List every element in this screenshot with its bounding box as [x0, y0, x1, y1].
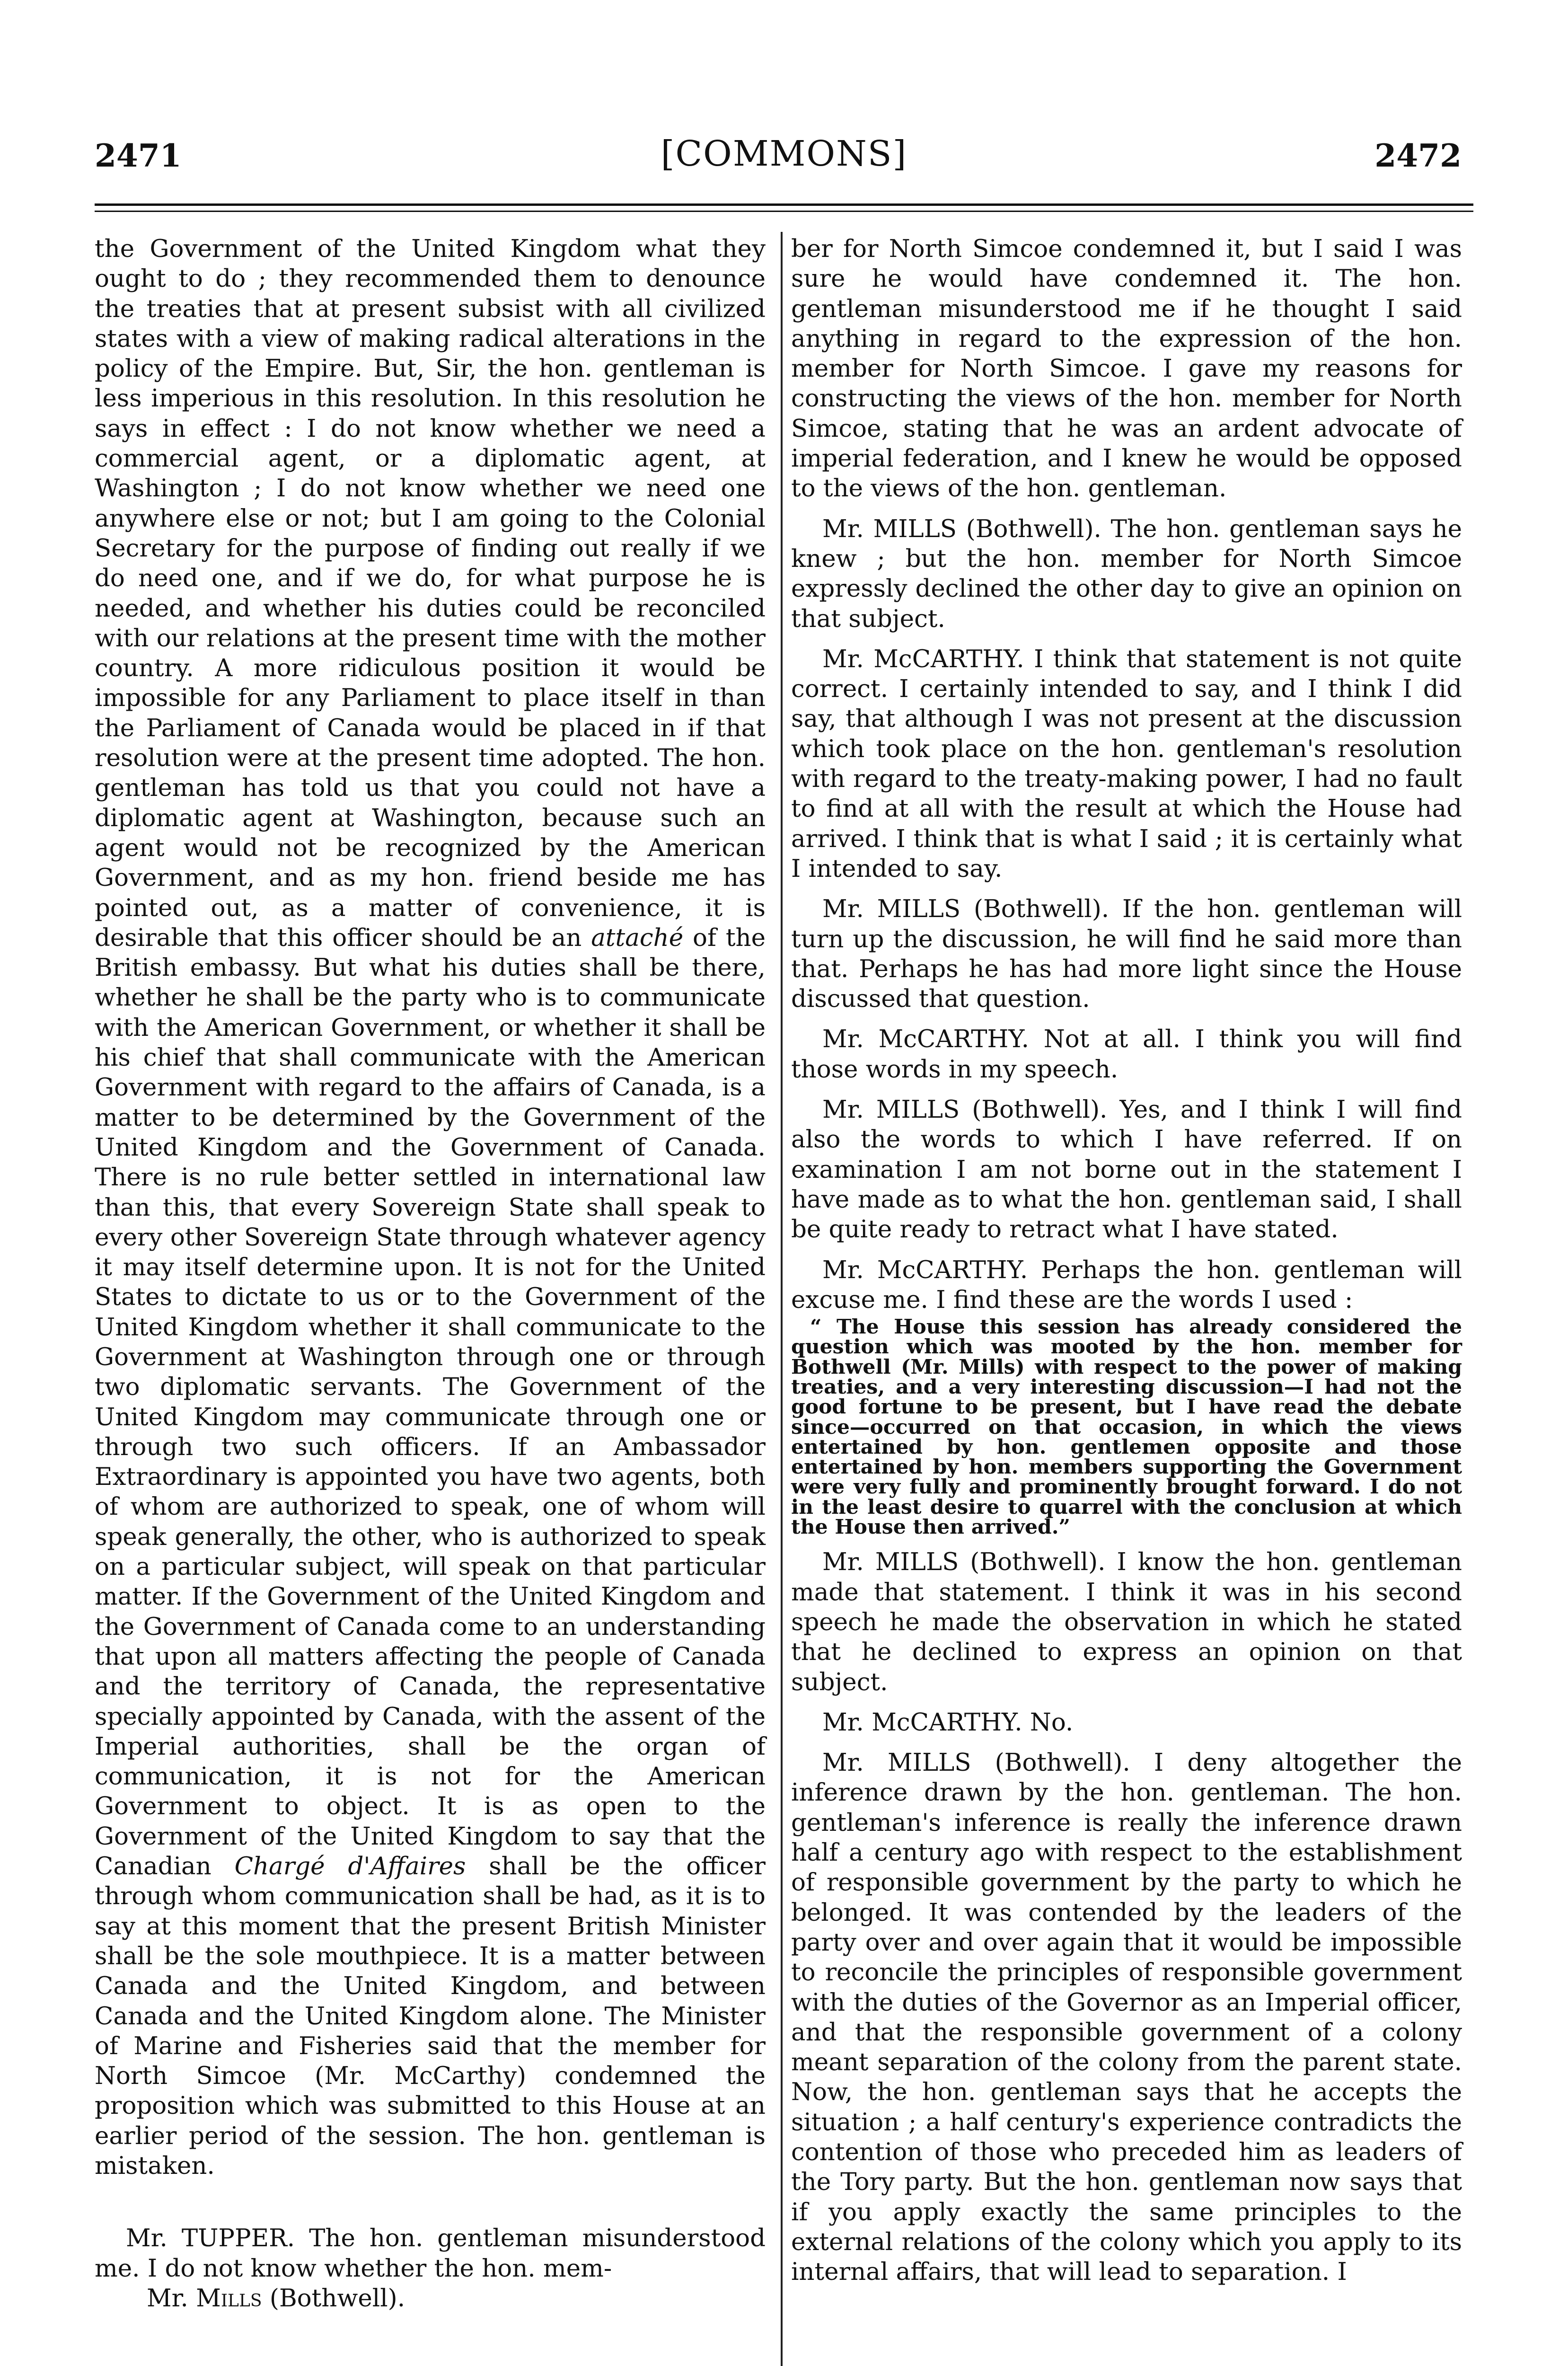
- left-column: [95, 234, 766, 2313]
- footer-speaker-name: [95, 2284, 766, 2313]
- italic-term: Chargé d'Affaires: [234, 1852, 466, 1881]
- header-rule-thin: [95, 211, 1473, 212]
- running-title: [COMMONS]: [661, 133, 907, 174]
- speech-mills: Mr. MILLS (Bothwell). If the hon. gentleman will turn up the discussion, he will find he said more than that. Perhaps he has had more light since the House discussed that question.: [791, 895, 1462, 1014]
- page-header: [0, 0, 1568, 203]
- speech-mills: Mr. MILLS (Bothwell). I know the hon. gentleman made that statement. I think it was in his second speech he made the observation in which he stated that he declined to express an opinion on that subject.: [791, 1548, 1462, 1696]
- paragraph-text: of the British embassy. But what his duties shall be there, whether he shall be the party who is to communicate with the American Government, or whether it shall be his chief that shall communicate with the American Government with regard to the affairs of Canada, is a matter to be determined by the Government of the United Kingdom and the Government of Canada. There is no rule better settled in international law than this, that every Sovereign State shall speak to every other Sovereign State through whatever agency it may itself determine upon. It is not for the United States to dictate to us or to the Government of the United Kingdom whether it shall communicate to the Government at Washington through one or through two diplomatic servants. The Government of the United Kingdom may communicate through one or through two such officers. If an Ambassador Extraordinary is appointed you have two agents, both of whom are authorized to speak, one of whom will speak generally, the other, who is authorized to speak on a particular subject, will speak on that particular matter. If the Government of the United Kingdom and the Government of Canada come to an understanding that upon all matters affecting the people of Canada and the territory of Canada, the representative specially appointed by Canada, with the assent of the Imperial authorities, shall be the organ of communication, it is not for the American Government to object. It is as open to the Government of the United Kingdom to say that the Canadian: [95, 923, 766, 1881]
- paragraph-text: shall be the officer through whom communication shall be had, as it is to say at this moment that the present British Minister shall be the sole mouthpiece. It is a matter between Canada and the United Kingdom, and between Canada and the United Kingdom alone. The Minister of Marine and Fisheries said that the member for North Simcoe (Mr. McCarthy) condemned the proposition which was submitted to this House at an earlier period of the session. The hon. gentleman is mistaken.: [95, 1852, 766, 2180]
- footer-name-surname: Mills: [196, 2284, 262, 2313]
- right-column: [791, 234, 1462, 2287]
- left-page-number: 2471: [95, 137, 182, 174]
- paragraph-continued: ber for North Simcoe condemned it, but I said I was sure he would have condemned it. The hon. gentleman misunderstood me if he thought I said anything in regard to the expression of the hon. member for North Simcoe. I gave my reasons for constructing the views of the hon. member for North Simcoe, stating that he was an ardent advocate of imperial federation, and I knew he would be opposed to the views of the hon. gentleman.: [791, 235, 1462, 503]
- speech-mills: Mr. MILLS (Bothwell). I deny altogether the inference drawn by the hon. gentleman. The hon. gentleman's inference is really the inference drawn half a century ago with respect to the establishment of responsible government by the party to which he belonged. It was contended by the leaders of the party over and over again that it would be impossible to reconcile the principles of responsible government with the duties of the Governor as an Imperial officer, and that the responsible government of a colony meant separation of the colony from the parent state. Now, the hon. gentleman says that he accepts the situation ; a half century's experience contradicts the contention of those who preceded him as leaders of the Tory party. But the hon. gentleman now says that if you apply exactly the same principles to the external relations of the colony which you apply to its internal affairs, that will lead to separation. I: [791, 1748, 1462, 2287]
- speech-tupper: Mr. TUPPER. The hon. gentleman misunderstood me. I do not know whether the hon. mem-: [95, 2224, 766, 2283]
- speech-mccarthy: Mr. McCARTHY. No.: [822, 1708, 1074, 1737]
- right-page-number: 2472: [1374, 137, 1462, 174]
- paragraph-continued: [95, 234, 766, 2181]
- speech-mccarthy: Mr. McCARTHY. Not at all. I think you will find those words in my speech.: [791, 1025, 1462, 1084]
- footer-name-prefix: Mr.: [147, 2284, 188, 2313]
- paragraph-text: the Government of the United Kingdom what they ought to do ; they recommended them to denounce the treaties that at present subsist with all civilized states with a view of making radical alterations in the policy of the Empire. But, Sir, the hon. gentleman is less imperious in this resolution. In this resolution he says in effect : I do not know whether we need a commercial agent, or a diplomatic agent, at Washington ; I do not know whether we need one anywhere else or not; but I am going to the Colonial Secretary for the purpose of finding out really if we do need one, and if we do, for what purpose he is needed, and whether his duties could be reconciled with our relations at the present time with the mother country. A more ridiculous position it would be impossible for any Parliament to place itself in than the Parliament of Canada would be placed in if that resolution were at the present time adopted. The hon. gentleman has told us that you could not have a diplomatic agent at Washington, because such an agent would not be recognized by the American Government, and as my hon. friend beside me has pointed out, as a matter of convenience, it is desirable that this officer should be an: [95, 235, 766, 952]
- speech-mills: Mr. MILLS (Bothwell). The hon. gentleman says he knew ; but the hon. member for North Simcoe expressly declined the other day to give an opinion on that subject.: [791, 514, 1462, 633]
- column-separator: [781, 232, 783, 2366]
- italic-term: attaché: [591, 923, 684, 952]
- speech-mccarthy: Mr. McCARTHY. Perhaps the hon. gentleman will excuse me. I find these are the words I used :: [791, 1255, 1462, 1314]
- speech-mills: Mr. MILLS (Bothwell). Yes, and I think I will find also the words to which I have referred. If on examination I am not borne out in the statement I have made as to what the hon. gentleman said, I shall be quite ready to retract what I have stated.: [791, 1095, 1462, 1244]
- block-quote: “ The House this session has already considered the question which was mooted by the hon. member for Bothwell (Mr. Mills) with respect to the power of making treaties, and a very interesting discussion—I had not the good fortune to be present, but I have read the debate since—occurred on that occasion, in which the views entertained by hon. gentlemen opposite and those entertained by hon. members supporting the Government were very fully and prominently brought forward. I do not in the least desire to quarrel with the conclusion at which the House then arrived.”: [791, 1315, 1462, 1539]
- header-rule-thick: [95, 203, 1473, 206]
- speech-mccarthy: Mr. McCARTHY. I think that statement is not quite correct. I certainly intended to say, and I think I did say, that although I was not present at the discussion which took place on the hon. gentleman's resolution with regard to the treaty-making power, I had no fault to find at all with the result at which the House had arrived. I think that is what I said ; it is certainly what I intended to say.: [791, 644, 1462, 883]
- footer-name-riding: (Bothwell).: [269, 2284, 405, 2313]
